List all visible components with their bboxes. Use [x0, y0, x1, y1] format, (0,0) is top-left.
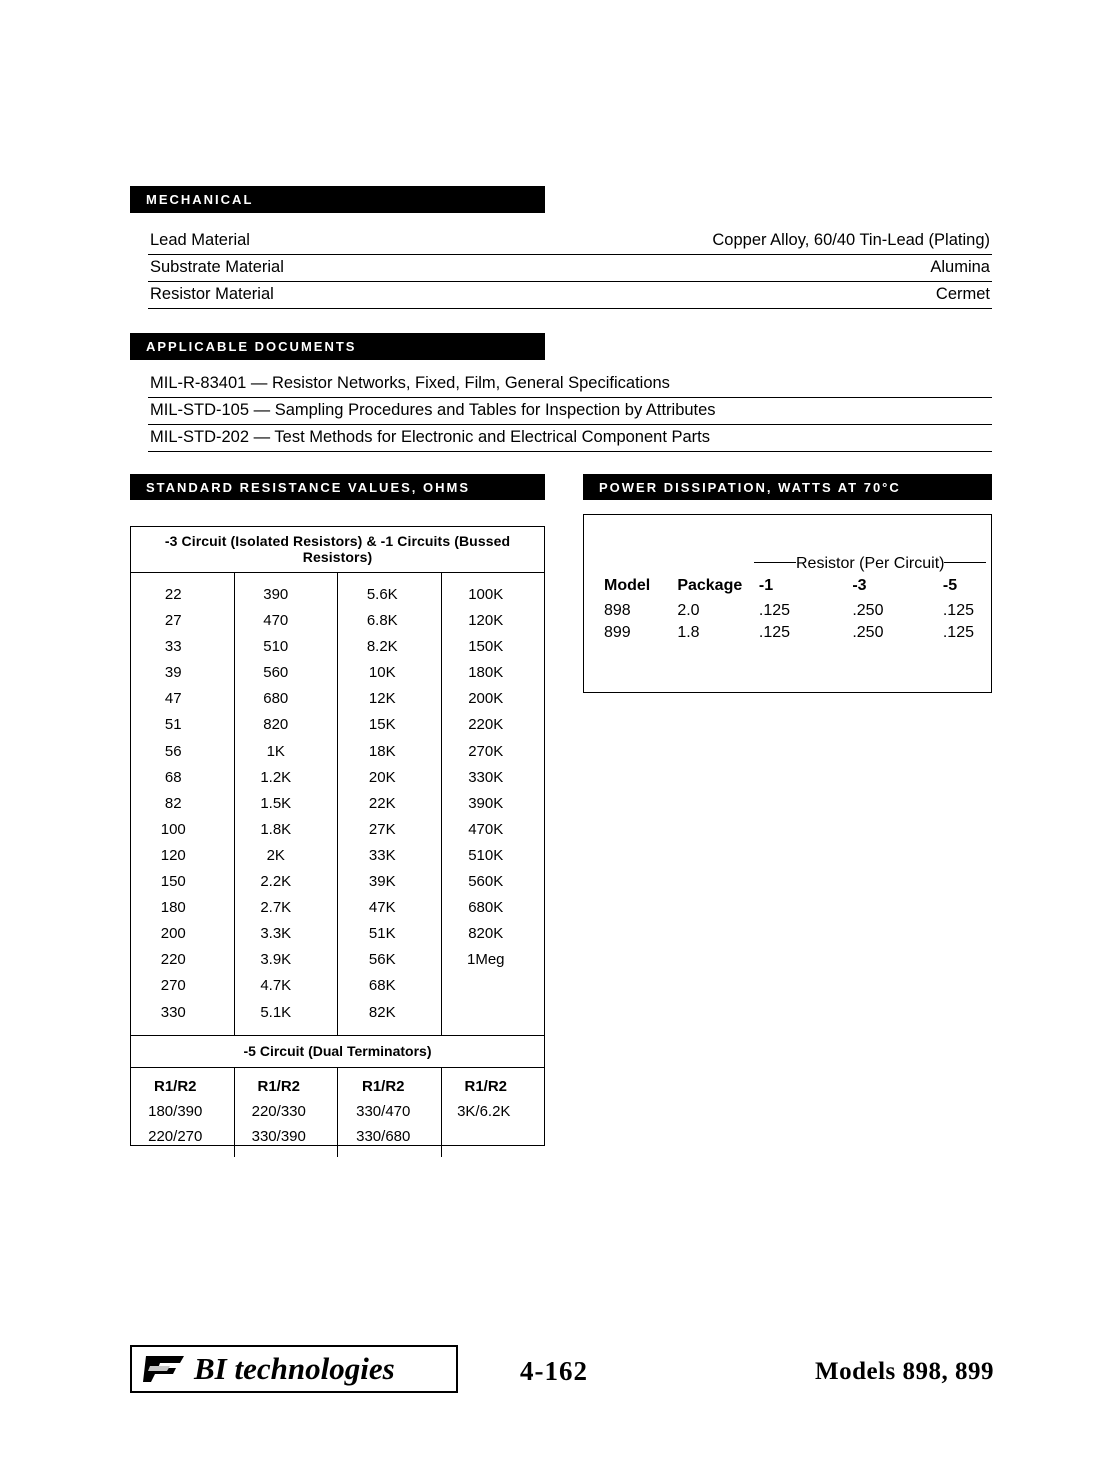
resistance-value: 820K	[468, 925, 504, 943]
power-dissipation-table	[604, 577, 974, 644]
resistance-column-3	[338, 573, 442, 1035]
dual-column-header: R1/R2	[361, 1077, 405, 1095]
resistance-value: 47K	[368, 899, 396, 917]
bi-logo-text: BI technologies	[194, 1351, 395, 1386]
resistance-value-grid	[131, 573, 544, 1036]
mechanical-table	[148, 228, 992, 309]
mechanical-value: Alumina	[424, 255, 992, 282]
column-header-model: Model	[604, 577, 651, 594]
resistance-value: 390K	[468, 794, 504, 812]
resistance-value: 68K	[368, 977, 396, 995]
mechanical-label: Substrate Material	[148, 255, 424, 282]
resistance-value: 470K	[468, 820, 504, 838]
resistance-value: 27K	[368, 820, 396, 838]
table-row	[148, 228, 992, 255]
resistance-value: 1.8K	[260, 820, 292, 838]
dual-column-4	[442, 1068, 545, 1157]
footer-models-label: Models 898, 899	[815, 1358, 995, 1385]
resistance-value: 680K	[468, 899, 504, 917]
table-row	[148, 255, 992, 282]
resistance-value: 56	[164, 742, 182, 760]
resistance-value: 330	[160, 1003, 186, 1021]
resistance-value: 200K	[468, 690, 504, 708]
resistance-value: 18K	[368, 742, 396, 760]
resistance-value: 1.5K	[260, 794, 292, 812]
resistance-value: 22	[164, 586, 182, 603]
applicable-documents-table	[148, 371, 992, 452]
resistance-value: 47	[164, 690, 182, 708]
resistance-value: 1K	[266, 742, 285, 760]
resistance-value: 100	[160, 820, 186, 838]
dual-value: 220/270	[148, 1127, 203, 1145]
cell-model: 898	[604, 602, 631, 619]
resistance-value: 33K	[368, 846, 396, 864]
section-header-applicable-documents	[130, 333, 545, 360]
cell-package: 1.8	[677, 624, 700, 641]
resistance-value: 56K	[368, 951, 396, 969]
dual-column-header: R1/R2	[464, 1077, 508, 1095]
resistance-value: 2.2K	[260, 873, 292, 891]
mechanical-value: Cermet	[424, 282, 992, 309]
resistance-value: 1.2K	[260, 768, 292, 786]
column-header-dash3: -3	[852, 577, 867, 594]
resistance-value: 2.7K	[260, 899, 292, 917]
span-rule-left	[754, 562, 796, 563]
resistance-value: 82	[164, 794, 182, 812]
resistance-value: 3.9K	[260, 951, 292, 969]
resistance-value: 82K	[368, 1003, 396, 1021]
resistance-value: 33	[164, 638, 182, 656]
resistance-value: 51K	[368, 925, 396, 943]
cell-dash3: .250	[852, 602, 884, 619]
resistance-value: 150	[160, 873, 186, 891]
dual-value: 3K/6.2K	[457, 1102, 511, 1120]
resistance-value: 3.3K	[260, 925, 292, 943]
dual-value: 330/680	[356, 1127, 411, 1145]
resistance-value: 22K	[368, 794, 396, 812]
resistance-value: 820	[263, 716, 289, 734]
table-row	[148, 425, 992, 452]
resistance-value: 220	[160, 951, 186, 969]
mechanical-value: Copper Alloy, 60/40 Tin-Lead (Plating)	[424, 228, 992, 255]
section-header-standard-resistance	[130, 474, 545, 500]
resistance-value: 150K	[468, 638, 504, 656]
resistance-value: 4.7K	[260, 977, 292, 995]
resistance-value: 200	[160, 925, 186, 943]
table-row	[604, 600, 974, 622]
span-label: Resistor (Per Circuit)	[796, 555, 945, 572]
resistance-value: 510	[263, 638, 289, 656]
resistance-value: 68	[164, 768, 182, 786]
dual-column-header: R1/R2	[153, 1077, 197, 1095]
resistance-value: 270K	[468, 742, 504, 760]
document-reference: MIL-R-83401 — Resistor Networks, Fixed, Film, General Specifications	[148, 371, 992, 398]
cell-dash3: .250	[852, 624, 884, 641]
resistance-value: 100K	[468, 586, 504, 603]
resistance-value: 120	[160, 846, 186, 864]
resistance-value: 27	[164, 612, 182, 630]
resistance-column-2	[235, 573, 339, 1035]
resistance-value: 5.6K	[366, 586, 398, 603]
cell-dash5: .125	[942, 602, 974, 619]
section-header-applicable-documents-label: APPLICABLE DOCUMENTS	[146, 339, 357, 354]
cell-package: 2.0	[677, 602, 700, 619]
document-reference: MIL-STD-105 — Sampling Procedures and Tables for Inspection by Attributes	[148, 398, 992, 425]
resistance-value: 120K	[468, 612, 504, 630]
dual-value: 330/470	[356, 1102, 411, 1120]
resistance-column-4	[442, 573, 545, 1035]
mechanical-label: Lead Material	[148, 228, 424, 255]
table-row	[148, 371, 992, 398]
resistance-value: 51	[164, 716, 182, 734]
column-header-dash1: -1	[758, 577, 774, 594]
table-row	[148, 282, 992, 309]
section-header-power-dissipation-label: POWER DISSIPATION, WATTS AT 70°C	[599, 479, 901, 495]
resistance-value: 10K	[368, 664, 396, 682]
resistance-value: 560K	[468, 873, 504, 891]
resistance-value: 5.1K	[260, 1003, 292, 1021]
dual-value: 220/330	[251, 1102, 306, 1120]
dual-column-3	[338, 1068, 442, 1157]
resistor-per-circuit-span	[754, 555, 986, 573]
resistance-value: 220K	[468, 716, 504, 734]
cell-dash1: .125	[758, 602, 791, 619]
standard-resistance-box	[130, 526, 545, 1146]
dual-value: 180/390	[148, 1102, 203, 1120]
section-header-power-dissipation	[583, 474, 992, 500]
resistance-value: 270	[160, 977, 186, 995]
resistance-table-caption: -3 Circuit (Isolated Resistors) & -1 Circuits (Bussed Resistors)	[131, 527, 544, 573]
section-header-mechanical-label: MECHANICAL	[146, 192, 254, 207]
bi-technologies-logo	[130, 1345, 458, 1393]
resistance-value: 180	[160, 899, 186, 917]
cell-model: 899	[604, 624, 631, 641]
section-header-standard-resistance-label: STANDARD RESISTANCE VALUES, OHMS	[146, 479, 471, 495]
dual-column-1	[131, 1068, 235, 1157]
resistance-value: 2K	[266, 846, 285, 864]
resistance-column-1	[131, 573, 235, 1035]
resistance-value: 6.8K	[366, 612, 398, 630]
cell-dash5: .125	[942, 624, 974, 641]
resistance-value: 560	[263, 664, 289, 682]
power-dissipation-box	[583, 514, 992, 693]
resistance-value: 1Meg	[466, 951, 505, 969]
dual-terminators-grid	[131, 1068, 544, 1157]
dual-column-2	[235, 1068, 339, 1157]
dual-terminators-caption: -5 Circuit (Dual Terminators)	[131, 1036, 544, 1068]
resistance-value: 12K	[368, 690, 396, 708]
span-rule-right	[944, 562, 986, 563]
resistance-value: 180K	[468, 664, 504, 682]
resistance-value: 20K	[368, 768, 396, 786]
resistance-value: 8.2K	[366, 638, 398, 656]
document-reference: MIL-STD-202 — Test Methods for Electronic and Electrical Component Parts	[148, 425, 992, 452]
bi-logo-mark-icon	[140, 1352, 188, 1386]
resistance-value: 510K	[468, 846, 504, 864]
dual-column-header: R1/R2	[257, 1077, 301, 1095]
mechanical-label: Resistor Material	[148, 282, 424, 309]
dual-value: 330/390	[251, 1127, 306, 1145]
resistance-value: 390	[263, 586, 289, 603]
table-row	[604, 622, 974, 644]
resistance-value: 680	[263, 690, 289, 708]
resistance-value: 39	[164, 664, 182, 682]
column-header-package: Package	[677, 577, 743, 594]
table-header-row	[604, 577, 974, 600]
resistance-value: 470	[263, 612, 289, 630]
cell-dash1: .125	[758, 624, 791, 641]
resistance-value: 15K	[368, 716, 396, 734]
resistance-value: 39K	[368, 873, 396, 891]
resistance-value: 330K	[468, 768, 504, 786]
table-row	[148, 398, 992, 425]
page-number: 4-162	[520, 1356, 588, 1386]
section-header-mechanical	[130, 186, 545, 213]
column-header-dash5: -5	[942, 577, 958, 594]
